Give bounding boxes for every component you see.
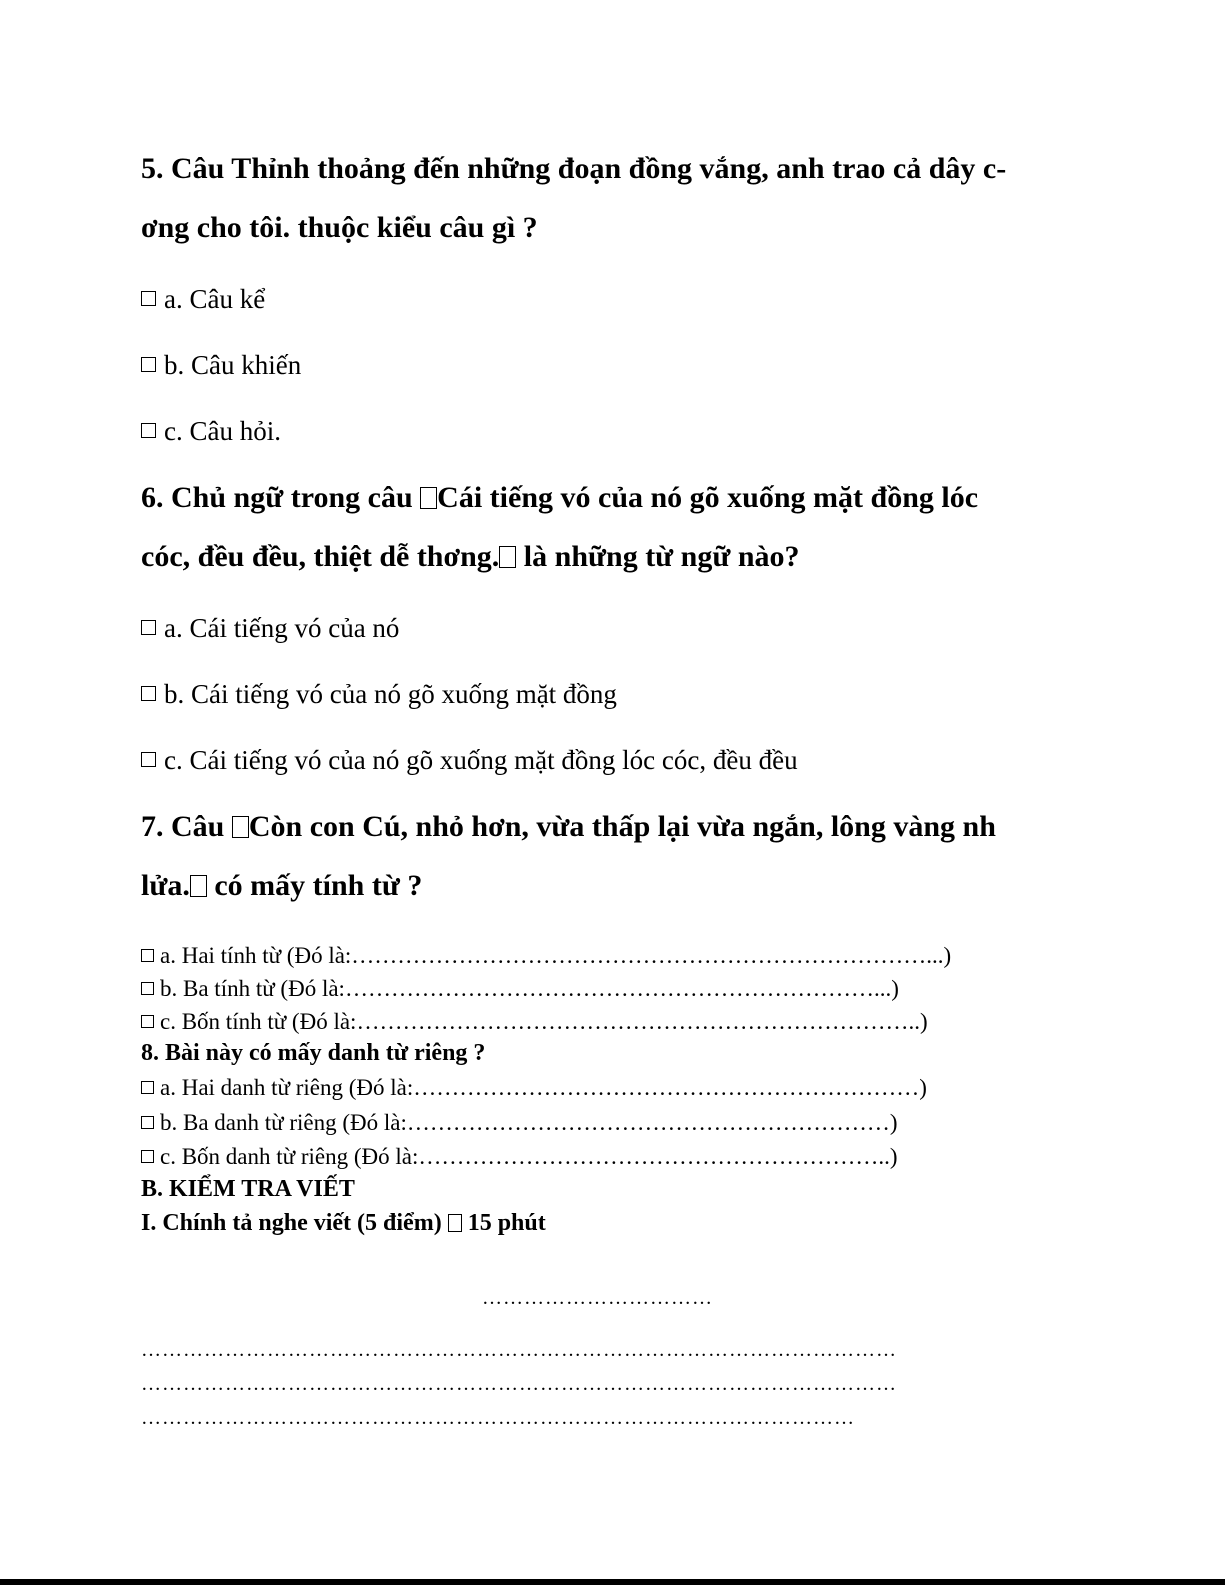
subtitle-end: 15 phút [461, 1210, 546, 1236]
subtitle-start: I. Chính tả nghe viết (5 điểm) [141, 1210, 448, 1236]
missing-glyph-icon [420, 487, 437, 509]
q7-option-a[interactable] [141, 943, 951, 969]
option-label: b. Ba tính từ (Đó là:……………………………………………………………...) [160, 976, 899, 1001]
checkbox-icon[interactable] [141, 423, 156, 438]
q7-option-b[interactable] [141, 976, 899, 1002]
option-label: a. Cái tiếng vó của nó [164, 613, 400, 643]
q5-line1: 5. Câu Thỉnh thoảng đến những đoạn đồng vắng, anh trao cả dây c- [141, 152, 1007, 185]
section-b-subtitle [141, 1210, 546, 1237]
option-label: c. Bốn tính từ (Đó là:………………………………………………………………..) [160, 1009, 928, 1034]
q8-option-a[interactable] [141, 1075, 927, 1101]
q7-line2-end: có mấy tính từ ? [206, 869, 423, 902]
q6-line1-end: Cái tiếng vó của nó gõ xuống mặt đồng lóc [437, 481, 979, 514]
q7-line1-start: 7. Câu [141, 810, 232, 843]
missing-glyph-icon [499, 546, 516, 568]
q6-line2-start: cóc, đều đều, thiệt dễ thơng. [141, 540, 500, 573]
bottom-divider [0, 1579, 1225, 1585]
missing-glyph-icon [190, 875, 207, 897]
q7-line1-end: Còn con Cú, nhỏ hơn, vừa thấp lại vừa ngắn, lông vàng nh [248, 810, 996, 843]
checkbox-icon[interactable] [141, 1081, 154, 1094]
q6-line2-end: là những từ ngữ nào? [516, 540, 800, 573]
q7-line1 [141, 810, 996, 844]
writing-line-2[interactable]: ……………………………………………………………………………………………… [141, 1373, 897, 1395]
q6-line2 [141, 540, 800, 574]
q7-line2 [141, 869, 422, 903]
q6-option-a[interactable] [141, 613, 399, 644]
q8-option-b[interactable] [141, 1110, 898, 1136]
option-label: b. Câu khiến [164, 350, 302, 380]
checkbox-icon[interactable] [141, 357, 156, 372]
checkbox-icon[interactable] [141, 1116, 154, 1129]
q5-option-a[interactable] [141, 284, 265, 315]
dictation-title-line[interactable]: …………………………… [482, 1287, 713, 1309]
checkbox-icon[interactable] [141, 949, 154, 962]
option-label: c. Câu hỏi. [164, 416, 281, 446]
q7-line2-start: lửa. [141, 869, 190, 902]
q5-option-c[interactable] [141, 416, 281, 447]
section-b-title: B. KIỂM TRA VIẾT [141, 1176, 355, 1202]
checkbox-icon[interactable] [141, 752, 156, 767]
option-label: b. Cái tiếng vó của nó gõ xuống mặt đồng [164, 679, 617, 709]
option-label: c. Bốn danh từ riêng (Đó là:……………………………………………………..) [160, 1144, 898, 1169]
q6-option-c[interactable] [141, 745, 798, 776]
writing-line-1[interactable]: ……………………………………………………………………………………………… [141, 1339, 897, 1361]
missing-glyph-icon [232, 816, 249, 838]
q6-line1 [141, 481, 978, 515]
q8-title: 8. Bài này có mấy danh từ riêng ? [141, 1040, 486, 1066]
option-label: c. Cái tiếng vó của nó gõ xuống mặt đồng lóc cóc, đều đều [164, 745, 798, 775]
checkbox-icon[interactable] [141, 291, 156, 306]
checkbox-icon[interactable] [141, 982, 154, 995]
q5-line2: ơng cho tôi. thuộc kiểu câu gì ? [141, 211, 538, 244]
option-label: b. Ba danh từ riêng (Đó là:………………………………………………………) [160, 1110, 898, 1135]
missing-glyph-icon [448, 1214, 462, 1232]
option-label: a. Hai tính từ (Đó là:…………………………………………………………………...) [160, 943, 952, 968]
checkbox-icon[interactable] [141, 620, 156, 635]
q7-option-c[interactable] [141, 1009, 928, 1035]
writing-line-3[interactable]: ………………………………………………………………………………………… [141, 1407, 855, 1429]
q6-option-b[interactable] [141, 679, 617, 710]
q5-option-b[interactable] [141, 350, 301, 381]
checkbox-icon[interactable] [141, 1015, 154, 1028]
checkbox-icon[interactable] [141, 1150, 154, 1163]
q8-option-c[interactable] [141, 1144, 898, 1170]
option-label: a. Hai danh từ riêng (Đó là:…………………………………………………………) [160, 1075, 927, 1100]
option-label: a. Câu kể [164, 284, 266, 314]
checkbox-icon[interactable] [141, 686, 156, 701]
q6-line1-start: 6. Chủ ngữ trong câu [141, 481, 421, 514]
